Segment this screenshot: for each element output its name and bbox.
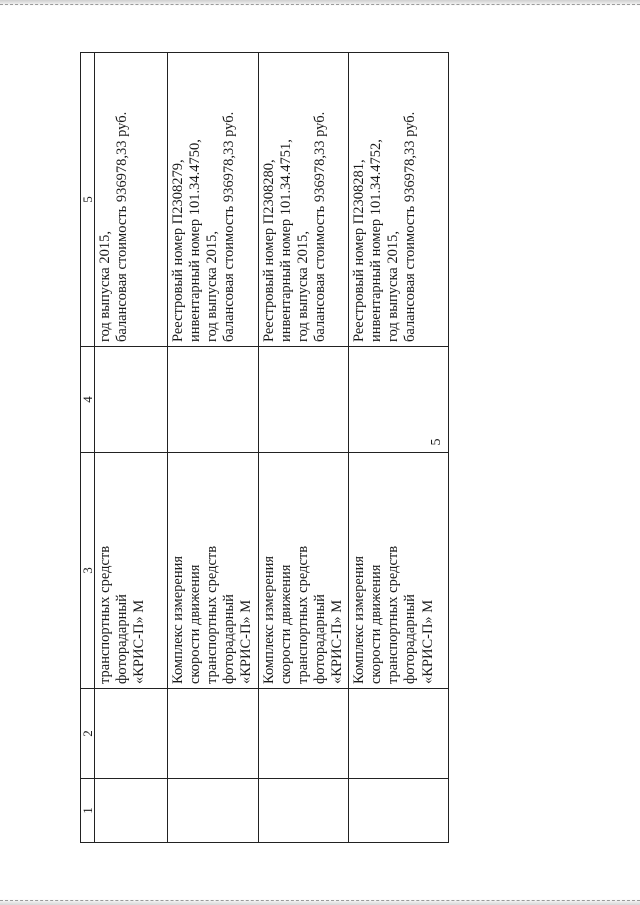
cell-text-line: год выпуска 2015, — [204, 231, 221, 342]
table-cell-col5 — [258, 53, 349, 347]
cell-text-line: скорости движения — [277, 564, 294, 684]
cell-text-line: транспортных средств — [385, 545, 402, 684]
cell-text-line: год выпуска 2015, — [385, 231, 402, 342]
cell-text-line: балансовая стоимость 936978,33 руб. — [114, 111, 131, 342]
column-header-2: 2 — [81, 689, 95, 779]
table-cell-col3 — [168, 453, 259, 689]
table-cell-col5 — [168, 53, 259, 347]
cell-text-line: «КРИС-П» М — [419, 599, 436, 684]
table-cell-col5 — [95, 53, 168, 347]
table-cell-col2 — [95, 689, 168, 779]
column-header-3: 3 — [81, 453, 95, 689]
table-row — [168, 53, 259, 843]
cell-text-line: балансовая стоимость 936978,33 руб. — [221, 111, 238, 342]
cell-text-line: «КРИС-П» М — [131, 599, 148, 684]
column-header-1: 1 — [81, 779, 95, 843]
table-cell-col5 — [349, 53, 449, 347]
cell-text-line: фоторадарный — [221, 594, 238, 684]
page-number: 5 — [429, 438, 444, 446]
scan-edge-top — [0, 0, 640, 6]
cell-text-line: «КРИС-П» М — [238, 599, 255, 684]
cell-text-line: балансовая стоимость 936978,33 руб. — [311, 111, 328, 342]
scan-fold-line-bottom — [0, 900, 640, 901]
table-cell-col2 — [349, 689, 449, 779]
cell-text-line: фоторадарный — [402, 594, 419, 684]
table-row — [95, 53, 168, 843]
column-header-4: 4 — [81, 347, 95, 453]
table-cell-col3 — [95, 453, 168, 689]
table-cell-col2 — [258, 689, 349, 779]
cell-text-line: фоторадарный — [311, 594, 328, 684]
column-header-5: 5 — [81, 53, 95, 347]
cell-text-line: фоторадарный — [114, 594, 131, 684]
cell-text-line: год выпуска 2015, — [97, 231, 113, 342]
table-row — [349, 53, 449, 843]
cell-text-line: Комплекс измерения — [260, 555, 277, 684]
cell-text-line: транспортных средств — [97, 545, 113, 684]
table-cell-col4 — [168, 347, 259, 453]
table-cell-col4 — [95, 347, 168, 453]
cell-text-line: транспортных средств — [204, 545, 221, 684]
cell-text-line: «КРИС-П» М — [328, 599, 345, 684]
rotated-table-container — [80, 53, 436, 843]
cell-text-line: Реестровый номер П2308281, — [351, 159, 368, 342]
table-row — [258, 53, 349, 843]
cell-text-line: Комплекс измерения — [351, 555, 368, 684]
scan-fold-line-top — [0, 4, 640, 5]
table-cell-col1 — [349, 779, 449, 843]
cell-text-line: транспортных средств — [294, 545, 311, 684]
cell-text-line: скорости движения — [368, 564, 385, 684]
table-cell-col2 — [168, 689, 259, 779]
table-cell-col1 — [168, 779, 259, 843]
cell-text-line: Реестровый номер П2308279, — [170, 159, 186, 342]
table-cell-col1 — [95, 779, 168, 843]
cell-text-line: инвентарный номер 101.34.4751, — [277, 139, 294, 342]
table-cell-col4 — [258, 347, 349, 453]
property-table — [80, 52, 449, 843]
table-cell-col3 — [258, 453, 349, 689]
table-cell-col3 — [349, 453, 449, 689]
cell-text-line: Реестровый номер П2308280, — [260, 159, 277, 342]
cell-text-line: скорости движения — [187, 564, 204, 684]
table-cell-col1 — [258, 779, 349, 843]
table-header-row — [81, 53, 95, 843]
cell-text-line: балансовая стоимость 936978,33 руб. — [402, 111, 419, 342]
cell-text-line: год выпуска 2015, — [294, 231, 311, 342]
cell-text-line: инвентарный номер 101.34.4752, — [368, 139, 385, 342]
table-cell-col4 — [349, 347, 449, 453]
cell-text-line: Комплекс измерения — [170, 555, 186, 684]
cell-text-line: инвентарный номер 101.34.4750, — [187, 139, 204, 342]
table-body — [95, 53, 449, 843]
